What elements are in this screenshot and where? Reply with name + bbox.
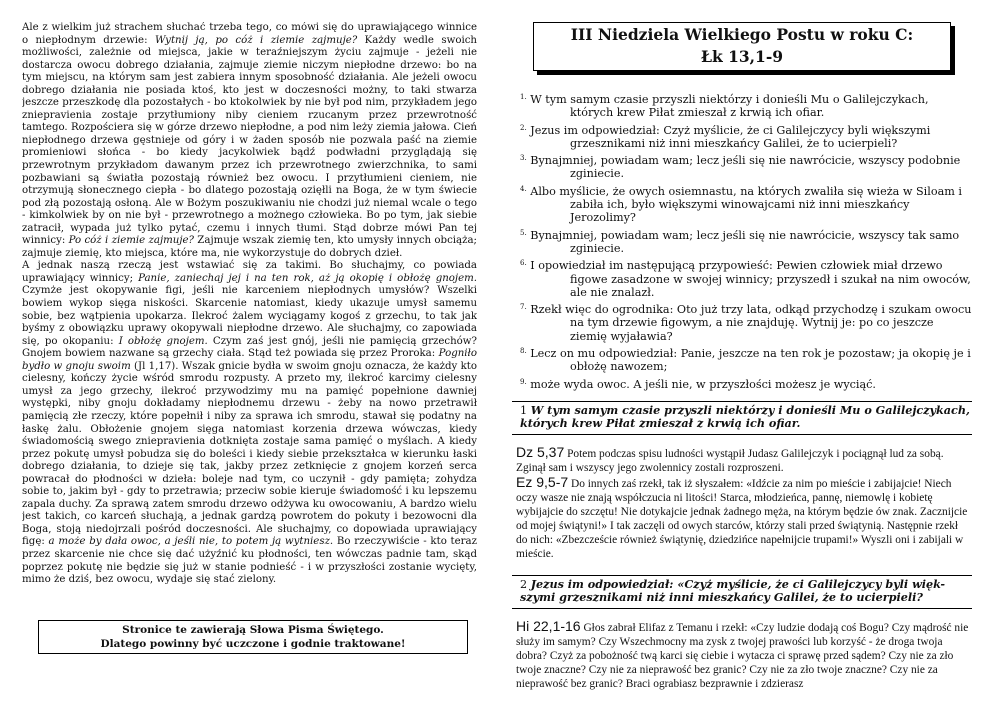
verse-box-1 [512,401,972,435]
text-run: Bo rzeczywiście - kto teraz przez skarcenie nie chce się dać użyźnić ku płodności, ten wówczas padnie tam, skąd poprzez pokutę nie będzie się już w stanie podnieść - i w przyszłości zostanie wycięty, mimo że dziś, bez owocu, wydaje się stać zielony. [22,536,477,586]
verse-number: 7. [520,303,527,312]
commentary-paragraph [22,22,477,260]
gospel-verses [512,91,972,391]
left-column [22,22,477,692]
gospel-verse [512,376,972,391]
verse-number: 5. [520,228,527,237]
verse-box-2 [512,575,972,609]
verse-text: Bynajmniej, powiadam wam; lecz jeśli się nie nawrócicie, wszyscy podobnie zginiecie. [526,154,961,181]
verse-text: Lecz on mu odpowiedział: Panie, jeszcze na ten rok je pozostaw; ja okopię je i obłożę nawozem; [526,347,971,374]
scripture-reference: Hi 22,1-16 [516,617,581,634]
scripture-quote: Pogniło bydło w gnoju swoim [22,348,477,372]
text-run: A jednak naszą rzeczą jest wstawiać się za takimi. Bo słuchajmy, co powiada uprawiający winnicy; [22,260,477,284]
scripture-reference: Ez 9,5-7 [516,473,569,490]
notice-box [38,620,468,654]
page-title: III Niedziela Wielkiego Postu w roku C: [570,25,914,44]
scripture-quote: a może by dała owoc, a jeśli nie, to potem ją wytniesz. [48,536,334,548]
text-run: Zajmuje wszak ziemię ten, kto umysły innych obciąża; zajmuje ziemię, kto miejsca, które ma, nie wykorzystuje do dobrych dzieł. [22,235,477,259]
verse-number: 1. [520,93,527,101]
gospel-verse [512,122,972,151]
text-run: Czym zaś jest gnój, jeśli nie pamięcią grzechów? Gnojem bowiem nazwane są grzechy ciała. Stąd też powiada się przez Proroka: [22,335,477,360]
verse-box-text: W tym samym czasie przyszli niektórzy i donieśli Mu o Galilejczykach, których krew Piłat zmieszał z krwią ich ofiar. [520,402,970,431]
scripture-quote: Wytnij ją, po cóż i ziemie zajmuje? [154,34,358,46]
reference-text: Do innych zaś rzekł, tak iż słyszałem: «Idźcie za nim po mieście i zabijajcie! Niech oczy wasze nie znają współczucia ni litości! Starca, młodzieńca, pannę, niemowlę i kobietę wybijajcie do szczętu! Nie dotykajcie jednak żadnego męża, na którym będzie ów znak. Zacznijcie od mojej świątyni!» I tak zaczęli od owych starców, którzy stali przed świątynią. Następnie rzekł do nich: «Zbezczeście również świątynię, dziedzińce napełnijcie trupami!» Wyszli oni i zabijali w mieście. [516,477,968,560]
verse-number: 4. [520,184,527,193]
verse-box-number: 1 [520,403,528,417]
reference-text: Potem podczas spisu ludności wystąpił Judasz Galilejczyk i pociągnął lud za sobą. Zginął sam i wszyscy jego zwolennicy zostali rozproszeni. [516,447,944,474]
gospel-verse [512,257,972,299]
verse-number: 2. [520,123,527,132]
verse-number: 3. [520,154,527,163]
text-run: Każdy wedle swoich możliwości, zależnie od miejsca, jakie w teraźniejszym życiu zajmuje - jeżeli nie dostarcza owocu dobrego działania, zajmuje ziemie niczym niepłodne drzewo: bo na tym miejscu, na którym sam jest zabiera innym sposobność działania. Ale jeżeli owocu dobrego działania nie posiada ktoś, kto jest w doczesności możny, to taki stwarza jeszcze przeszkodę dla pozostałych - bo ktokolwiek by nie był pod nim, przykładem jego zniepravienia zostaje przytłumiony niby cieniem rzucanym przez przewrotność tamtego. Rozpościera się w górze drzewo niepłodne, a pod nim leży ziemia jałowa. Cień niepłodnego drzewa gęstnieje od góry i w żaden sposób nie pozwala paść na ziemie promieniowi słońca - bo kiedy jacykolwiek bądź podwładni przyglądają się przewrotnym przykładom dawanym przez ich przewrotnego zwierzchnika, to sami pozbawiani są światła pozostają również bez owocu. I przytłumieni cieniem, nie otrzymują słonecznego ciepła - bo dlatego pozostają ozięłli na Boga, że w tym świecie pod złą pozostają osłoną. Ale w Bożym poszukiwaniu nie chodzi już niemal wcale o tego - kimkolwiek by on nie był - przewrotnego a możnego człowieka. Bo po tym, jak siebie zatracił, wypada już tylko pytać, czemu i innych tłumi. Stąd dobrze mówi Pan tej winnicy: [22,34,477,247]
verse-text: Bynajmniej, powiadam wam; lecz jeśli się nie nawrócicie, wszyscy tak samo zginiecie. [526,228,960,255]
commentary-paragraph [22,260,477,586]
text-run: (Jl 1,17). Wszak gnicie bydła w swoim gnoju oznacza, że każdy kto cielesny, kończy życie wśród smrodu rozpusty. A przeto my, ilekroć karcimy cielesny umysł za jego grzechy, ilekroć przywodzimy mu na pamięć popełnione dawniej występki, niby gnoju dokładamy niepłodnemu drzewu - żeby na nowo przetrawił pamięcią złe rzeczy, które popełnił i niby za sprawa ich smrodu, stawał się podatny na łaskę żalu. Obłożenie gnojem sięga natomiast korzenia drzewa wówczas, kiedy świadomością swego zniepravienia dotknięta zostaje sama pamięć o myślach. A kiedy przez pokutę umysł pobudza się do boleści i kiedy siebie przekształca w kierunku łaski dobrego działania, to dzieje się tak, jakby przez zetknięcie z gnojem korzeń serca powracał do płodności w dzieła: boleje nad tym, co uczynił - gdy pamięta; zohydza sobie to, jakim był - gdy to przetrawia; przeciw sobie kieruje świadomość i ku lepszemu zapala duchy. Za sprawą zatem smrodu drzewo odżywa ku owocowaniu, A bardzo wielu jest takich, co karceń słuchają, a jednak gardzą powrotem do pokuty i bezowocni dla Boga, stoją niedojrzali pośród doczesności. Ale słuchajmy, co dopowiada uprawiający figę: [22,360,477,548]
commentary-block-2 [516,619,972,691]
verse-text: W tym samym czasie przyszli niektórzy i donieśli Mu o Galilejczykach, których krew Piłat zmieszał z krwią ich ofiar. [526,93,929,120]
gospel-verse [512,301,972,343]
verse-text: Albo myślicie, że owych osiemnastu, na których zwaliła się wieża w Siloam i zabiła ich, było większymi winowajcami niż inni mieszkańcy Jerozolimy? [526,184,962,225]
verse-text: Rzekł więc do ogrodnika: Oto już trzy lata, odkąd przychodzę i szukam owocu na tym drzewie figowym, a nie znajduję. Wytnij je: po co jeszcze ziemię wyjaławia? [526,303,972,343]
scripture-quote: Panie, zaniechaj jej i na ten rok, aż ją okopię i obłożę gnojem. [138,272,477,284]
gospel-verse [512,345,972,374]
reference-entry [516,445,972,475]
commentary-block-1 [516,445,972,561]
scripture-quote: I obłożę gnojem. [118,335,208,347]
gospel-verse [512,227,972,256]
reference-entry [516,475,972,561]
text-run: Ale z wielkim już strachem słuchać trzeba tego, co mówi się do uprawiającego winnice o niepłodnym drzewie: [22,22,477,46]
scripture-quote: Po cóż i ziemie zajmuje? [68,235,194,247]
text-run: Czymże jest okopywanie figi, jeśli nie karceniem niepłodnych umysłów? Wszelki bowiem wykop sięga niskości. Skarcenie natomiast, kiedy ukazuje umysł samemu sobie, bez wątpienia upokarza. Ilekroć żalem wyciągamy kogoś z grzechu, to tak jak byśmy z obowiązku uprawy okopywali niepłodne drzewo. Ale słuchajmy, co zapowiada się, po okopaniu: [22,285,477,347]
gospel-verse [512,183,972,225]
gospel-verse [512,91,972,120]
title-box [533,22,951,71]
verse-number: 6. [520,259,527,268]
page-subtitle: Łk 13,1-9 [700,47,784,66]
verse-text: może wyda owoc. A jeśli nie, w przyszłości możesz je wyciąć. [526,377,876,391]
verse-number: 8. [520,347,527,356]
gospel-verse [512,152,972,181]
commentary-text [22,22,477,587]
verse-box-number: 2 [520,577,528,591]
verse-text: Jezus im odpowiedział: Czyż myślicie, że ci Galilejczycy byli większymi grzesznikami niż inni mieszkańcy Galilei, że to ucierpieli? [526,123,931,150]
reference-text: Głos zabrał Elifaz z Temanu i rzekł: «Czy ludzie dodają coś Bogu? Czy mądrość nie służy im samym? Czy Wszechmocny ma zysk z twojej prawości lub korzyść - że droga twoja dobra? Czyż za pobożność twą karci się ciebie i wytacza ci sprawę przed sądem? Czy nie za zło twoje znaczne? Czy nie za nieprawość bez granic? Czy nie za zło twoje znaczne? Czy nie za nieprawość bez granic? Braci ograbiasz bezprawnie i zdzierasz [516,621,969,690]
verse-box-text: Jezus im odpowiedział: «Czyż myślicie, że ci Galilejczycy byli więk- szymi grzesznikami niż inni mieszkańcy Galilei, że to ucierpieli? [520,576,946,605]
notice-line-2: Dlatego powinny być uczczone i godnie traktowane! [100,638,406,650]
right-column [512,22,972,692]
notice-line-1: Stronice te zawierają Słowa Pisma Świętego. [122,624,384,636]
verse-number: 9. [520,377,527,386]
verse-text: I opowiedział im następującą przypowieść: Pewien człowiek miał drzewo figowe zasadzone w swojej winnicy; przyszedł i szukał na nim owoców, ale nie znalazł. [526,259,971,299]
reference-entry [516,619,972,691]
scripture-reference: Dz 5,37 [516,443,565,460]
